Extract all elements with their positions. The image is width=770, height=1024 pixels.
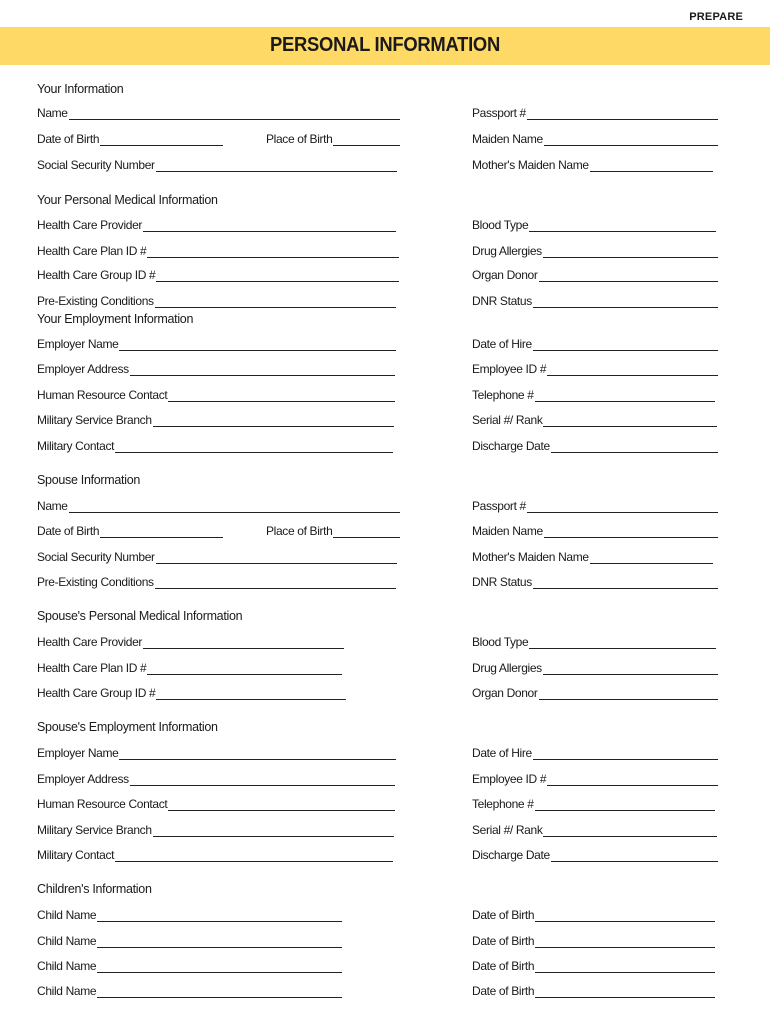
spouse-hr-contact-field[interactable]: Human Resource Contact [37, 797, 395, 811]
mothers-maiden-name-field[interactable]: Mother's Maiden Name [472, 158, 713, 172]
child-date-of-birth-field[interactable]: Date of Birth [472, 959, 715, 973]
spouse-date-of-hire-field[interactable]: Date of Hire [472, 746, 718, 760]
spouse-employee-id-field[interactable]: Employee ID # [472, 772, 718, 786]
employee-id-field[interactable]: Employee ID # [472, 362, 718, 376]
spouse-health-care-provider-field[interactable]: Health Care Provider [37, 635, 344, 649]
place-of-birth-field[interactable]: Place of Birth [266, 132, 400, 146]
date-of-birth-field[interactable]: Date of Birth [37, 132, 223, 146]
title-banner [0, 27, 770, 65]
spouse-name-field[interactable]: Name [37, 499, 400, 513]
spouse-telephone-field[interactable]: Telephone # [472, 797, 715, 811]
section-your-information: Your Information [37, 82, 124, 96]
employer-address-field[interactable]: Employer Address [37, 362, 395, 376]
spouse-maiden-name-field[interactable]: Maiden Name [472, 524, 718, 538]
organ-donor-field[interactable]: Organ Donor [472, 268, 718, 282]
spouse-ssn-field[interactable]: Social Security Number [37, 550, 397, 564]
prepare-label: PREPARE [689, 11, 743, 23]
section-spouse-medical: Spouse's Personal Medical Information [37, 609, 243, 623]
dnr-status-field[interactable]: DNR Status [472, 294, 718, 308]
drug-allergies-field[interactable]: Drug Allergies [472, 244, 718, 258]
maiden-name-field[interactable]: Maiden Name [472, 132, 718, 146]
section-your-employment: Your Employment Information [37, 312, 194, 326]
section-children-information: Children's Information [37, 882, 152, 896]
child-date-of-birth-field[interactable]: Date of Birth [472, 908, 715, 922]
serial-rank-field[interactable]: Serial #/ Rank [472, 413, 717, 427]
health-care-group-id-field[interactable]: Health Care Group ID # [37, 268, 399, 282]
spouse-dnr-status-field[interactable]: DNR Status [472, 575, 718, 589]
military-contact-field[interactable]: Military Contact [37, 439, 393, 453]
date-of-hire-field[interactable]: Date of Hire [472, 337, 718, 351]
child-date-of-birth-field[interactable]: Date of Birth [472, 984, 715, 998]
spouse-passport-field[interactable]: Passport # [472, 499, 718, 513]
spouse-blood-type-field[interactable]: Blood Type [472, 635, 716, 649]
section-your-medical: Your Personal Medical Information [37, 193, 218, 207]
child-name-field[interactable]: Child Name [37, 908, 342, 922]
spouse-drug-allergies-field[interactable]: Drug Allergies [472, 661, 718, 675]
health-care-provider-field[interactable]: Health Care Provider [37, 218, 396, 232]
spouse-serial-rank-field[interactable]: Serial #/ Rank [472, 823, 717, 837]
child-date-of-birth-field[interactable]: Date of Birth [472, 934, 715, 948]
spouse-employer-address-field[interactable]: Employer Address [37, 772, 395, 786]
child-name-field[interactable]: Child Name [37, 959, 342, 973]
health-care-plan-id-field[interactable]: Health Care Plan ID # [37, 244, 399, 258]
spouse-health-care-plan-id-field[interactable]: Health Care Plan ID # [37, 661, 342, 675]
section-spouse-employment: Spouse's Employment Information [37, 720, 218, 734]
telephone-field[interactable]: Telephone # [472, 388, 715, 402]
spouse-mothers-maiden-name-field[interactable]: Mother's Maiden Name [472, 550, 713, 564]
spouse-military-contact-field[interactable]: Military Contact [37, 848, 393, 862]
discharge-date-field[interactable]: Discharge Date [472, 439, 718, 453]
blood-type-field[interactable]: Blood Type [472, 218, 716, 232]
spouse-health-care-group-id-field[interactable]: Health Care Group ID # [37, 686, 346, 700]
spouse-pre-existing-conditions-field[interactable]: Pre-Existing Conditions [37, 575, 396, 589]
military-service-branch-field[interactable]: Military Service Branch [37, 413, 394, 427]
pre-existing-conditions-field[interactable]: Pre-Existing Conditions [37, 294, 396, 308]
spouse-organ-donor-field[interactable]: Organ Donor [472, 686, 718, 700]
section-spouse-information: Spouse Information [37, 473, 140, 487]
child-name-field[interactable]: Child Name [37, 984, 342, 998]
spouse-place-of-birth-field[interactable]: Place of Birth [266, 524, 400, 538]
hr-contact-field[interactable]: Human Resource Contact [37, 388, 395, 402]
child-name-field[interactable]: Child Name [37, 934, 342, 948]
spouse-date-of-birth-field[interactable]: Date of Birth [37, 524, 223, 538]
passport-field[interactable]: Passport # [472, 106, 718, 120]
spouse-discharge-date-field[interactable]: Discharge Date [472, 848, 718, 862]
spouse-military-service-branch-field[interactable]: Military Service Branch [37, 823, 394, 837]
employer-name-field[interactable]: Employer Name [37, 337, 396, 351]
spouse-employer-name-field[interactable]: Employer Name [37, 746, 396, 760]
ssn-field[interactable]: Social Security Number [37, 158, 397, 172]
name-field[interactable]: Name [37, 106, 400, 120]
page-title: PERSONAL INFORMATION [270, 34, 500, 56]
